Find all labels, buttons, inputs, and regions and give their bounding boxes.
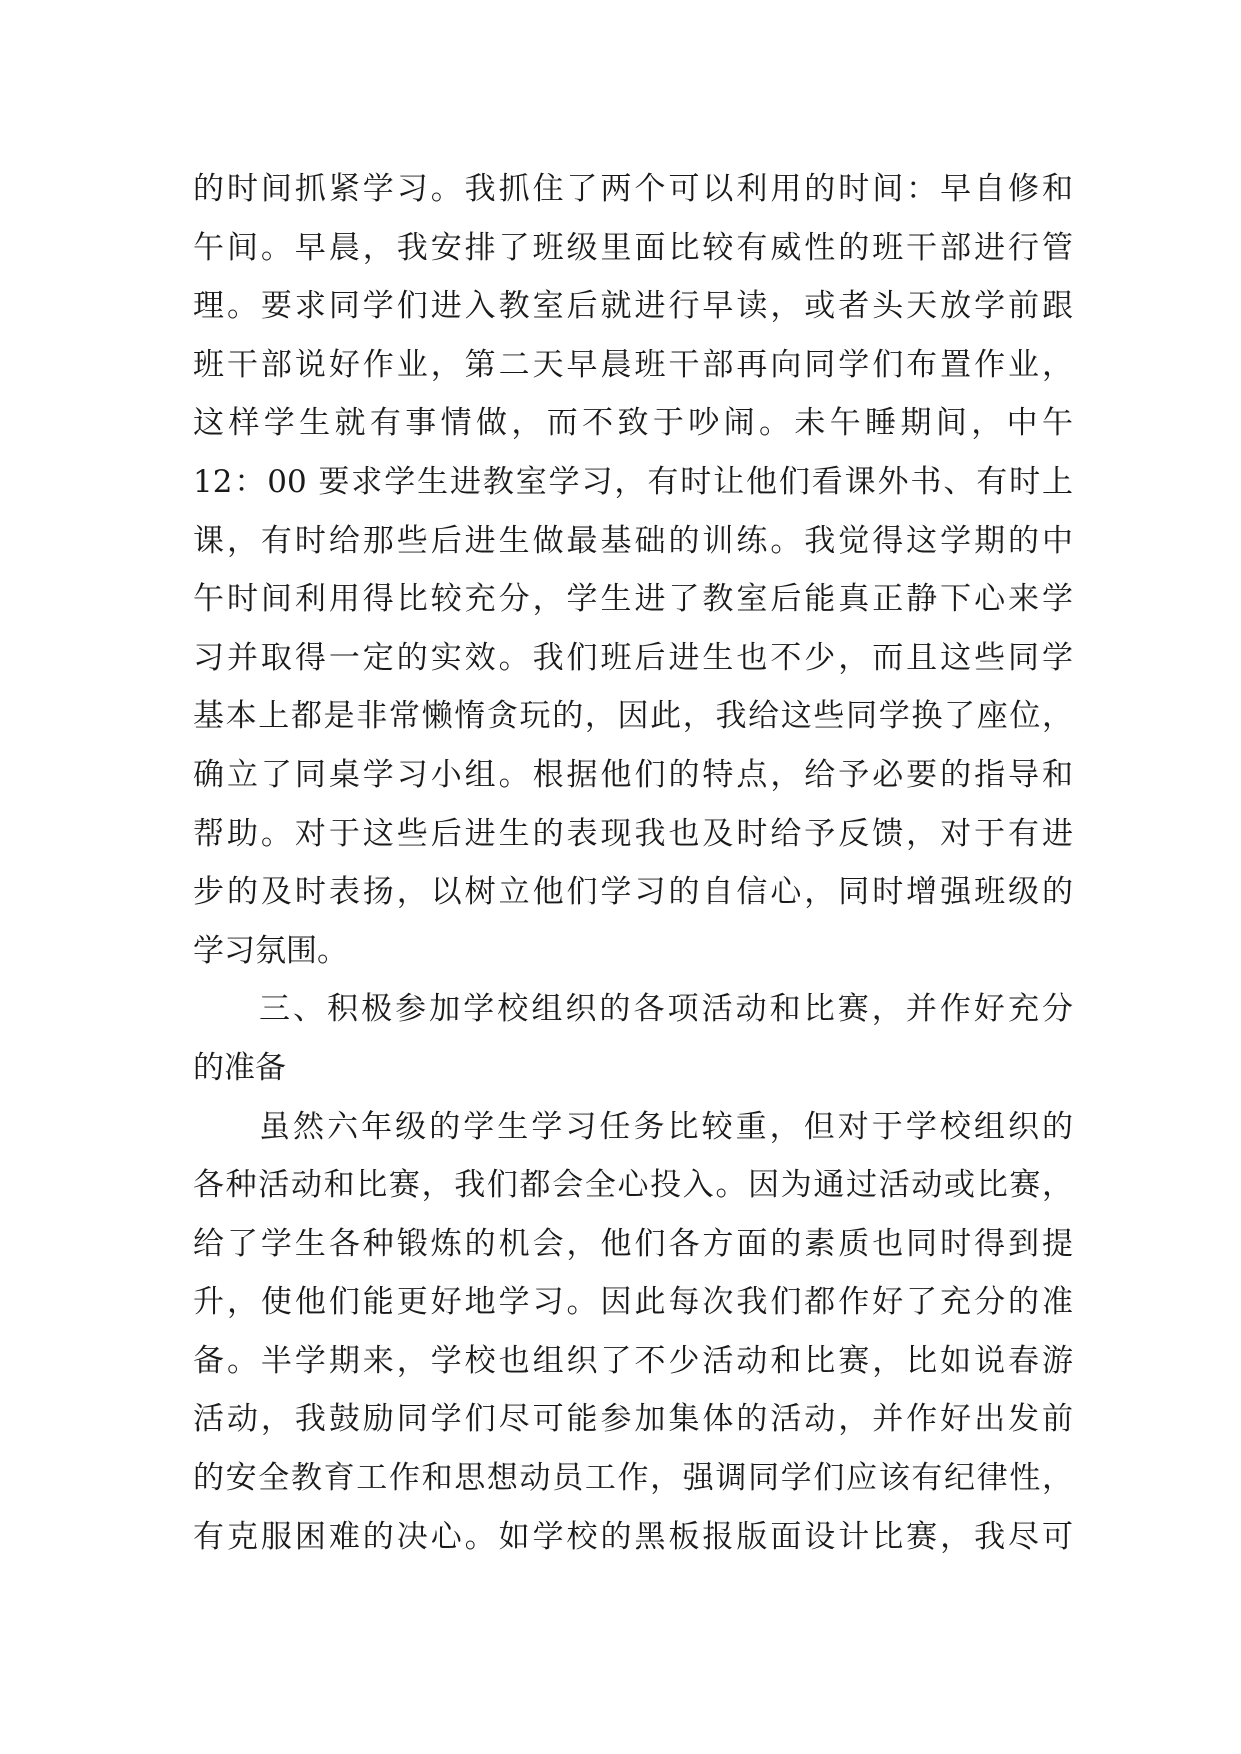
text-line: 备。半学期来，学校也组织了不少活动和比赛，比如说春游 bbox=[193, 1342, 1073, 1379]
text-line: 午时间利用得比较充分，学生进了教室后能真正静下心来学 bbox=[193, 581, 1073, 618]
paragraph-activities bbox=[193, 1098, 1073, 1567]
section-heading-3 bbox=[193, 980, 1073, 1097]
text-line: 班干部说好作业，第二天早晨班干部再向同学们布置作业， bbox=[193, 346, 1073, 383]
text-line: 给了学生各种锻炼的机会，他们各方面的素质也同时得到提 bbox=[193, 1225, 1073, 1262]
text-line: 升，使他们能更好地学习。因此每次我们都作好了充分的准 bbox=[193, 1284, 1073, 1321]
text-line: 午间。早晨，我安排了班级里面比较有威性的班干部进行管 bbox=[193, 229, 1073, 266]
text-line: 12：00 要求学生进教室学习，有时让他们看课外书、有时上 bbox=[193, 463, 1073, 500]
text-line: 虽然六年级的学生学习任务比较重，但对于学校组织的 bbox=[259, 1108, 1073, 1145]
text-line: 帮助。对于这些后进生的表现我也及时给予反馈，对于有进 bbox=[193, 815, 1073, 852]
text-line: 基本上都是非常懒惰贪玩的，因此，我给这些同学换了座位， bbox=[193, 698, 1073, 735]
text-line: 这样学生就有事情做，而不致于吵闹。未午睡期间，中午 bbox=[193, 405, 1073, 442]
heading-line: 的准备 bbox=[193, 1049, 286, 1086]
text-line: 有克服困难的决心。如学校的黑板报版面设计比赛，我尽可 bbox=[193, 1518, 1073, 1555]
text-line: 习并取得一定的实效。我们班后进生也不少，而且这些同学 bbox=[193, 639, 1073, 676]
text-line: 确立了同桌学习小组。根据他们的特点，给予必要的指导和 bbox=[193, 756, 1073, 793]
text-line: 理。要求同学们进入教室后就进行早读，或者头天放学前跟 bbox=[193, 288, 1073, 325]
text-line: 活动，我鼓励同学们尽可能参加集体的活动，并作好出发前 bbox=[193, 1401, 1073, 1438]
document-body bbox=[193, 160, 1073, 1566]
text-line: 各种活动和比赛，我们都会全心投入。因为通过活动或比赛， bbox=[193, 1167, 1073, 1204]
heading-line: 三、积极参加学校组织的各项活动和比赛，并作好充分 bbox=[259, 991, 1073, 1028]
text-line: 步的及时表扬，以树立他们学习的自信心，同时增强班级的 bbox=[193, 874, 1073, 911]
text-line: 的安全教育工作和思想动员工作，强调同学们应该有纪律性， bbox=[193, 1460, 1073, 1497]
text-line: 学习氛围。 bbox=[193, 932, 348, 969]
text-line: 课，有时给那些后进生做最基础的训练。我觉得这学期的中 bbox=[193, 522, 1073, 559]
paragraph-study-time bbox=[193, 160, 1073, 980]
text-line: 的时间抓紧学习。我抓住了两个可以利用的时间：早自修和 bbox=[193, 171, 1073, 207]
